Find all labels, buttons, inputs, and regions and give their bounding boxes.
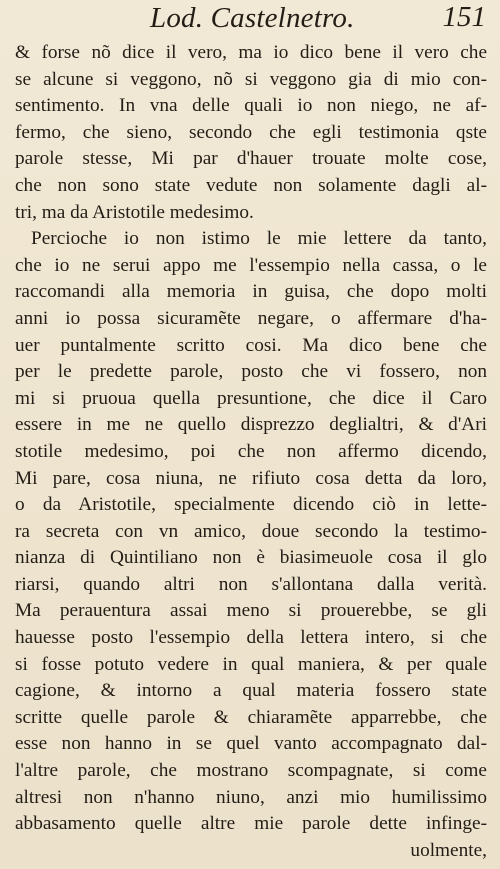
text-line: tri, ma da Aristotile medesimo.: [15, 201, 254, 223]
text-line: ra secreta con vn amico, doue secondo la testimo-: [15, 520, 487, 542]
text-line: mi si pruoua quella presuntione, che dice il Caro: [15, 387, 487, 409]
text-line: stotile medesimo, poi che non affermo dicendo,: [15, 440, 487, 462]
text-line: Ma perauentura assai meno si prouerebbe, se gli: [15, 600, 487, 622]
body-text: [15, 40, 487, 864]
text-line: hauesse posto l'essempio della lettera intero, si che: [15, 627, 487, 649]
text-line: & forse nõ dice il vero, ma io dico bene il vero che: [15, 42, 487, 63]
text-line: Mi pare, cosa niuna, ne rifiuto cosa detta da loro,: [15, 467, 487, 489]
text-line: uer puntalmente scritto cosi. Ma dico bene che: [15, 334, 487, 356]
running-head-title: Lod. Castelnetro.: [150, 2, 355, 34]
text-line: parole stesse, Mi par d'hauer trouate molte cose,: [15, 148, 487, 170]
text-line: nianza di Quintiliano non è biasimeuole cosa il glo: [15, 547, 487, 569]
text-line: scritte quelle parole & chiaramẽte apparrebbe, che: [15, 706, 487, 728]
text-line: anni io possa sicuramẽte negare, o affermare d'ha-: [15, 307, 487, 329]
text-line: sentimento. In vna delle quali io non niego, ne af-: [15, 95, 487, 117]
text-line: si fosse potuto vedere in qual maniera, & per quale: [15, 653, 487, 675]
running-head: [0, 0, 500, 42]
text-line: che io ne serui appo me l'essempio nella cassa, o le: [15, 254, 487, 276]
page-number: 151: [442, 1, 486, 33]
text-line: fermo, che sieno, secondo che egli testimonia qste: [15, 121, 487, 143]
text-line: raccomandi alla memoria in guisa, che dopo molti: [15, 281, 487, 303]
text-line: riarsi, quando altri non s'allontana dalla verità.: [15, 573, 487, 595]
text-line: se alcune si veggono, nõ si veggono gia di mio con-: [15, 68, 487, 90]
text-line: esse non hanno in se quel vanto accompagnato dal-: [15, 733, 487, 755]
text-line: per le predette parole, posto che vi fossero, non: [15, 361, 487, 383]
text-line: o da Aristotile, specialmente dicendo ciò in lette-: [15, 494, 487, 516]
text-line: essere in me ne quello disprezzo deglialtri, & d'Ari: [15, 414, 487, 436]
text-line: uolmente,: [410, 839, 487, 861]
text-line: Percioche io non istimo le mie lettere da tanto,: [31, 228, 487, 250]
text-line: che non sono state vedute non solamente dagli al-: [15, 174, 487, 196]
text-line: l'altre parole, che mostrano scompagnate, si come: [15, 760, 487, 782]
text-line: altresi non n'hanno niuno, anzi mio humilissimo: [15, 786, 487, 808]
text-line: cagione, & intorno a qual materia fossero state: [15, 680, 487, 702]
text-line: abbasamento quelle altre mie parole dette infinge-: [15, 813, 487, 835]
